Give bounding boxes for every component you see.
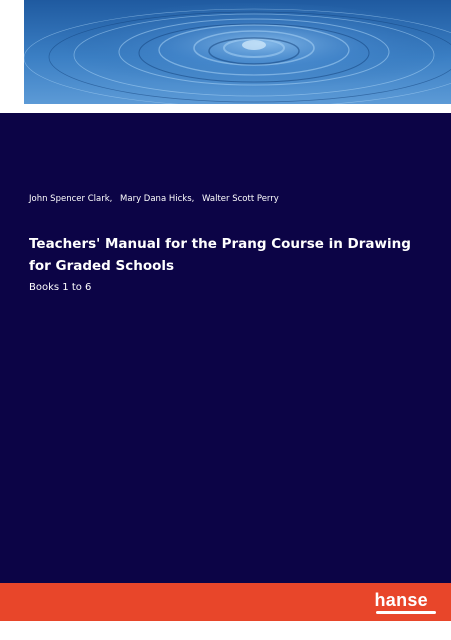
publisher-logo-text: hanse bbox=[374, 590, 428, 610]
publisher-bar bbox=[0, 583, 451, 621]
water-ripple-graphic bbox=[24, 0, 451, 104]
publisher-logo bbox=[374, 590, 428, 611]
author-name: John Spencer Clark, bbox=[29, 194, 113, 204]
logo-underline bbox=[376, 611, 436, 614]
title-panel bbox=[0, 113, 451, 583]
author-name: Mary Dana Hicks, bbox=[120, 194, 195, 204]
author-name: Walter Scott Perry bbox=[202, 194, 279, 204]
book-title: Teachers' Manual for the Prang Course in Drawing for Graded Schools bbox=[29, 236, 411, 274]
water-drop-image bbox=[24, 0, 451, 104]
book-subtitle: Books 1 to 6 bbox=[29, 282, 92, 293]
author-list bbox=[29, 194, 284, 204]
